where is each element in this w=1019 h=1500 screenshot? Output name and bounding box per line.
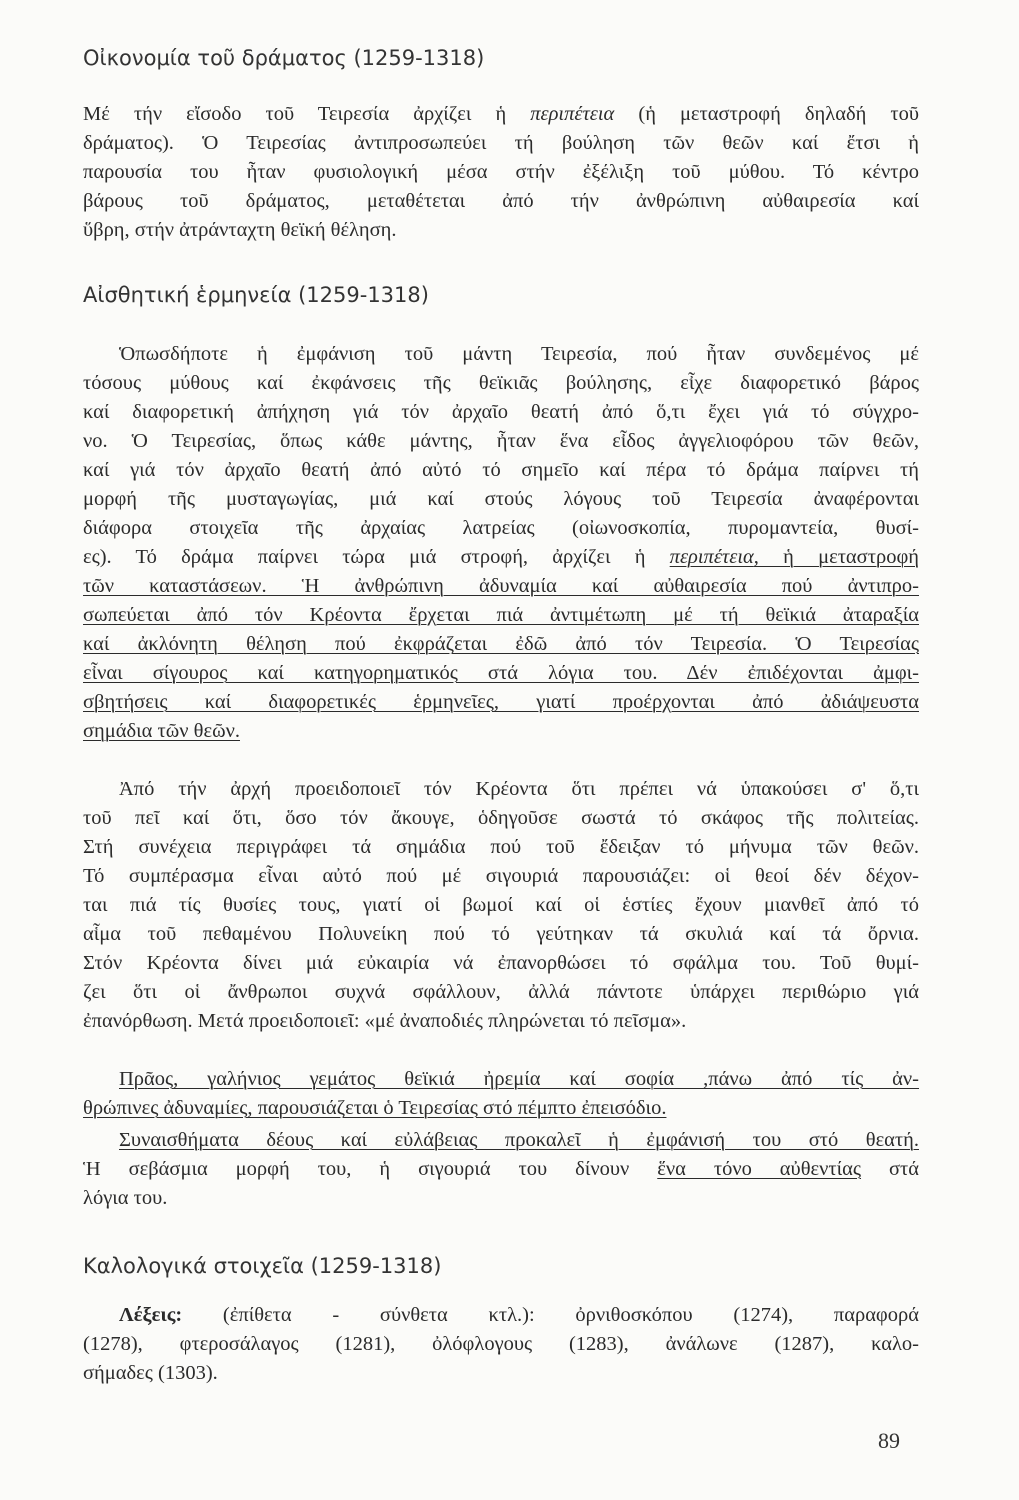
text-line: μορφή τῆς μυσταγωγίας, μιά καί στούς λόγους τοῦ Τειρεσία ἀναφέρονται [83,488,919,510]
paragraph-oikonomia [83,100,919,245]
section-heading-oikonomia: Οἰκονομία τοῦ δράματος (1259-1318) [83,46,485,70]
paragraph-aisthitiki-1 [83,340,919,746]
text-line: καί ἀκλόνητη θέληση πού ἐκφράζεται ἐδῶ ἀπό τόν Τειρεσία. Ὁ Τειρεσίας [83,633,919,655]
text-line: βάρους τοῦ δράματος, μεταθέτεται ἀπό τήν ἀνθρώπινη αὐθαιρεσία καί [83,190,919,212]
text-line: διάφορα στοιχεῖα τῆς ἀρχαίας λατρείας (οἰωνοσκοπία, πυρομαντεία, θυσί- [83,517,919,539]
text-line: Ἡ σεβάσμια μορφή του, ἡ σιγουριά του δίνουν ἕνα τόνο αὐθεντίας στά [83,1158,920,1180]
text-line: τοῦ πεῖ καί ὅτι, ὅσο τόν ἄκουγε, ὁδηγοῦσε σωστά τό σκάφος τῆς πολιτείας. [83,807,919,829]
text-line: ζει ὅτι οἱ ἄνθρωποι συχνά σφάλλουν, ἀλλά πάντοτε ὑπάρχει περιθώριο γιά [83,981,919,1003]
text-line: ὕβρη, στήν ἀτράνταχτη θεϊκή θέληση. [83,219,397,241]
text-line: ες). Τό δράμα παίρνει τώρα μιά στροφή, ἀρχίζει ἡ περιπέτεια, ἡ μεταστροφή [83,546,919,568]
text-line: καί διαφορετική ἀπήχηση γιά τόν ἀρχαῖο θεατή ἀπό ὅ,τι ἔχει γιά τό σύγχρο- [83,401,919,423]
text-line: σημάδια τῶν θεῶν. [83,720,240,742]
page-number: 89 [878,1428,900,1453]
section-heading-kalologika: Καλολογικά στοιχεῖα (1259-1318) [83,1254,442,1278]
text-line: σβητήσεις καί διαφορετικές ἑρμηνεῖες, γιατί προέρχονται ἀπό ἀδιάψευστα [83,691,919,713]
text-line: Στή συνέχεια περιγράφει τά σημάδια πού τοῦ ἔδειξαν τό μήνυμα τῶν θεῶν. [83,836,919,858]
section-heading-aisthitiki: Αἰσθητική ἑρμηνεία (1259-1318) [83,283,429,307]
text-line: ἐπανόρθωση. Μετά προειδοποιεῖ: «μέ ἀναποδιές πληρώνεται τό πεῖσμα». [83,1010,687,1032]
text-line: Πρᾶος, γαλήνιος γεμάτος θεϊκιά ἠρεμία καί σοφία ,πάνω ἀπό τίς ἀν- [119,1068,919,1090]
text-line: Λέξεις: (ἐπίθετα - σύνθετα κτλ.): ὀρνιθοσκόπου (1274), παραφορά [119,1304,919,1326]
paragraph-kalologika [83,1301,919,1388]
text-line: τόσους μύθους καί ἐκφάνσεις τῆς θεϊκιᾶς βούλησης, εἶχε διαφορετικό βάρος [83,372,919,394]
text-line: Στόν Κρέοντα δίνει μιά εὐκαιρία νά ἐπανορθώσει τό σφάλμα του. Τοῦ θυμί- [83,952,919,974]
text-line: λόγια του. [83,1187,168,1209]
text-line: Μέ τήν εἴσοδο τοῦ Τειρεσία ἀρχίζει ἡ περιπέτεια (ἡ μεταστροφή δηλαδή τοῦ [83,103,919,125]
text-line: παρουσία του ἦταν φυσιολογική μέσα στήν ἐξέλιξη τοῦ μύθου. Τό κέντρο [83,161,919,183]
text-line: Ὁπωσδήποτε ἡ ἐμφάνιση τοῦ μάντη Τειρεσία, πού ἦταν συνδεμένος μέ [119,343,919,365]
paragraph-aisthitiki-3 [83,1065,919,1123]
text-line: θρώπινες ἀδυναμίες, παρουσιάζεται ὁ Τειρεσίας στό πέμπτο ἐπεισόδιο. [83,1097,667,1119]
text-line: δράματος). Ὁ Τειρεσίας ἀντιπροσωπεύει τή βούληση τῶν θεῶν καί ἔτσι ἡ [83,132,919,154]
text-line: (1278), φτεροσάλαγος (1281), ὀλόφλογους (1283), ἀνάλωνε (1287), καλο- [83,1333,919,1355]
text-line: Ἀπό τήν ἀρχή προειδοποιεῖ τόν Κρέοντα ὅτι πρέπει νά ὑπακούσει σ' ὅ,τι [119,778,919,800]
paragraph-aisthitiki-2 [83,775,919,1036]
text-line: Τό συμπέρασμα εἶναι αὐτό πού μέ σιγουριά παρουσιάζει: οἱ θεοί δέν δέχον- [83,865,919,887]
text-line: ται πιά τίς θυσίες τους, γιατί οἱ βωμοί καί οἱ ἑστίες ἔχουν μιανθεῖ ἀπό τό [83,894,919,916]
text-line: νο. Ὁ Τειρεσίας, ὅπως κάθε μάντης, ἦταν ἕνα εἶδος ἀγγελιοφόρου τῶν θεῶν, [83,430,919,452]
text-line: τῶν καταστάσεων. Ἡ ἀνθρώπινη ἀδυναμία καί αὐθαιρεσία πού ἀντιπρο- [83,575,919,597]
text-line: εἶναι σίγουρος καί κατηγορηματικός στά λόγια του. Δέν ἐπιδέχονται ἀμφι- [83,662,919,684]
text-line: Συναισθήματα δέους καί εὐλάβειας προκαλεῖ ἡ ἐμφάνισή του στό θεατή. [119,1129,919,1151]
text-line: καί γιά τόν ἀρχαῖο θεατή ἀπό αὐτό τό σημεῖο καί πέρα τό δράμα παίρνει τή [83,459,919,481]
text-line: αἷμα τοῦ πεθαμένου Πολυνείκη πού τό γεύτηκαν τά σκυλιά καί τά ὄρνια. [83,923,919,945]
paragraph-aisthitiki-4 [83,1126,919,1213]
text-line: σωπεύεται ἀπό τόν Κρέοντα ἔρχεται πιά ἀντιμέτωπη μέ τή θεϊκιά ἀταραξία [83,604,919,626]
text-line: σήμαδες (1303). [83,1362,218,1384]
